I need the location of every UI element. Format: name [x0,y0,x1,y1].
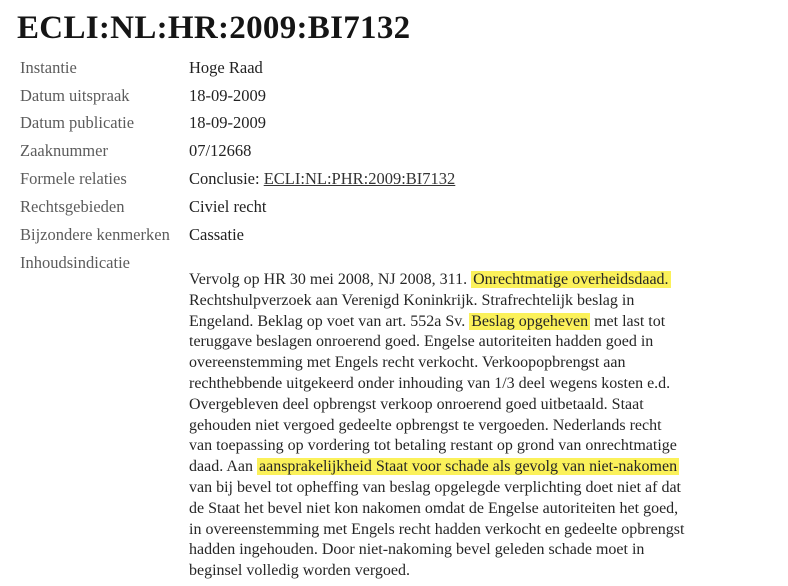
summary-line [189,312,769,333]
summary-line [189,457,769,478]
meta-row-bijzondere-kenmerken [0,225,788,251]
conclusie-link[interactable]: ECLI:NL:PHR:2009:BI7132 [263,169,456,188]
meta-value-instantie: Hoge Raad [189,58,263,77]
meta-label-inhoudsindicatie: Inhoudsindicatie [20,253,130,272]
summary-text: met last tot [590,312,666,330]
summary-text: Engeland. Beklag op voet van art. 552a Sv. [189,312,470,330]
summary-line: hadden ingehouden. Door niet-nakoming bevel geleden schade moet in [189,541,645,559]
summary-text: Vervolg op HR 30 mei 2008, NJ 2008, 311. [189,271,472,288]
inhoudsindicatie-text [189,270,769,582]
summary-line: Overgebleven deel opbrengst verkoop onroerend goed uitbetaald. Staat [189,395,644,413]
summary-line [189,270,769,291]
meta-label-datum-uitspraak: Datum uitspraak [20,86,130,105]
meta-value-bijzondere-kenmerken: Cassatie [189,225,244,244]
highlight-onrechtmatige-overheidsdaad: Onrechtmatige overheidsdaad. [473,271,669,288]
meta-label-formele-relaties: Formele relaties [20,169,127,188]
meta-row-formele-relaties [0,169,788,195]
summary-line: beginsel volledig worden vergoed. [189,562,410,580]
meta-value-formele-relaties [189,169,455,189]
summary-text: daad. Aan [189,458,257,476]
meta-label-zaaknummer: Zaaknummer [20,141,108,160]
highlight-aansprakelijkheid-staat: aansprakelijkheid Staat voor schade als gevolg van niet-nakomen [258,458,678,476]
highlight-beslag-opgeheven: Beslag opgeheven [471,312,589,330]
document-title: ECLI:NL:HR:2009:BI7132 [17,10,411,46]
meta-value-zaaknummer: 07/12668 [189,141,252,160]
summary-line: van bij bevel tot opheffing van beslag opgelegde verplichting doet niet af dat [189,478,681,496]
meta-value-rechtsgebieden: Civiel recht [189,197,267,216]
summary-line: van toepassing op vordering tot betaling restant op grond van onrechtmatige [189,437,677,455]
summary-line: Rechtshulpverzoek aan Verenigd Koninkrijk. Strafrechtelijk beslag in [189,291,635,309]
meta-row-rechtsgebieden [0,197,788,223]
meta-value-datum-publicatie: 18-09-2009 [189,113,266,132]
summary-line: teruggave beslagen onroerend goed. Engelse autoriteiten hadden goed in [189,333,654,351]
meta-row-datum-uitspraak [0,86,788,112]
meta-row-datum-publicatie [0,113,788,139]
meta-label-bijzondere-kenmerken: Bijzondere kenmerken [20,225,170,244]
summary-line: rechthebbende uitgekeerd onder inhouding van 1/3 deel wegens kosten e.d. [189,374,671,392]
meta-label-rechtsgebieden: Rechtsgebieden [20,197,125,216]
summary-line: de Staat het bevel niet kon nakomen omdat de Engelse autoriteiten het goed, [189,499,679,517]
summary-line: gehouden niet vergoed gedeelte opbrengst te vergoeden. Nederlands recht [189,416,662,434]
meta-label-instantie: Instantie [20,58,77,77]
summary-line: overeenstemming met Engels recht verkocht. Verkoopopbrengst aan [189,354,626,372]
meta-value-datum-uitspraak: 18-09-2009 [189,86,266,105]
meta-label-datum-publicatie: Datum publicatie [20,113,135,132]
summary-line: in overeenstemming met Engels recht hadden verkocht en gedeelte opbrengst [189,520,685,538]
conclusie-prefix: Conclusie: [189,169,264,188]
meta-row-instantie [0,58,788,84]
meta-row-zaaknummer [0,141,788,167]
